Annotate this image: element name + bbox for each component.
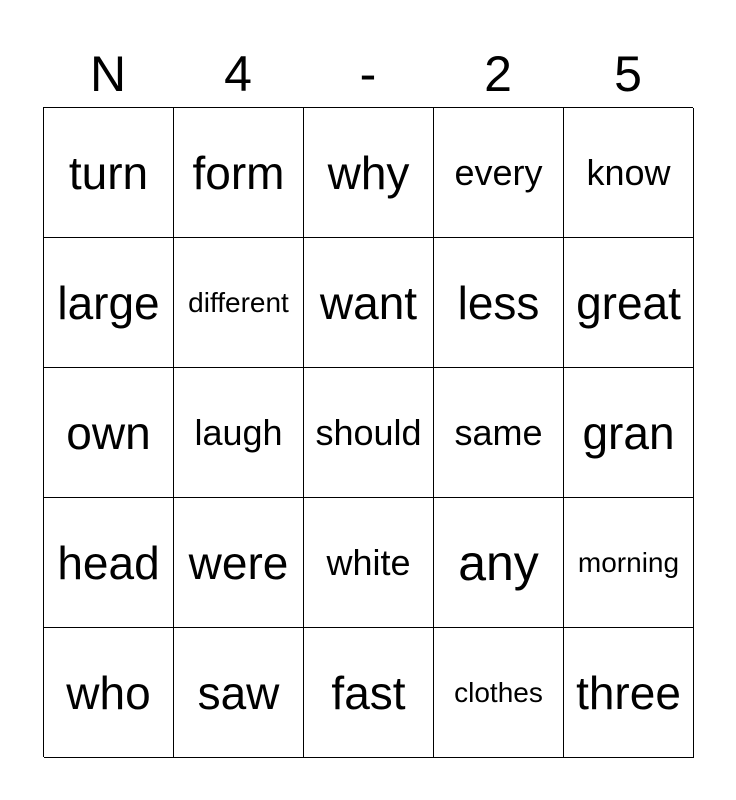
header-letter-1: N [89,46,127,102]
bingo-cell: different [174,238,304,368]
header-letter-3: - [359,46,377,102]
bingo-cell: clothes [434,628,564,758]
bingo-cell: turn [44,108,174,238]
bingo-cell: want [304,238,434,368]
header-letter-2: 4 [224,46,252,102]
bingo-cell: were [174,498,304,628]
header-letter-4: 2 [484,46,512,102]
bingo-cell: laugh [174,368,304,498]
bingo-cell: own [44,368,174,498]
bingo-cell: same [434,368,564,498]
bingo-cell: large [44,238,174,368]
bingo-cell: saw [174,628,304,758]
bingo-cell: head [44,498,174,628]
header-letter-5: 5 [614,46,642,102]
bingo-cell: white [304,498,434,628]
bingo-cell: gran [564,368,694,498]
bingo-grid [43,107,693,757]
bingo-cell: any [434,498,564,628]
bingo-cell: fast [304,628,434,758]
bingo-cell: know [564,108,694,238]
bingo-cell: three [564,628,694,758]
bingo-cell: form [174,108,304,238]
bingo-header [43,40,693,108]
bingo-cell: morning [564,498,694,628]
bingo-cell: great [564,238,694,368]
bingo-cell: less [434,238,564,368]
bingo-cell: every [434,108,564,238]
bingo-cell: who [44,628,174,758]
bingo-cell: why [304,108,434,238]
bingo-cell: should [304,368,434,498]
